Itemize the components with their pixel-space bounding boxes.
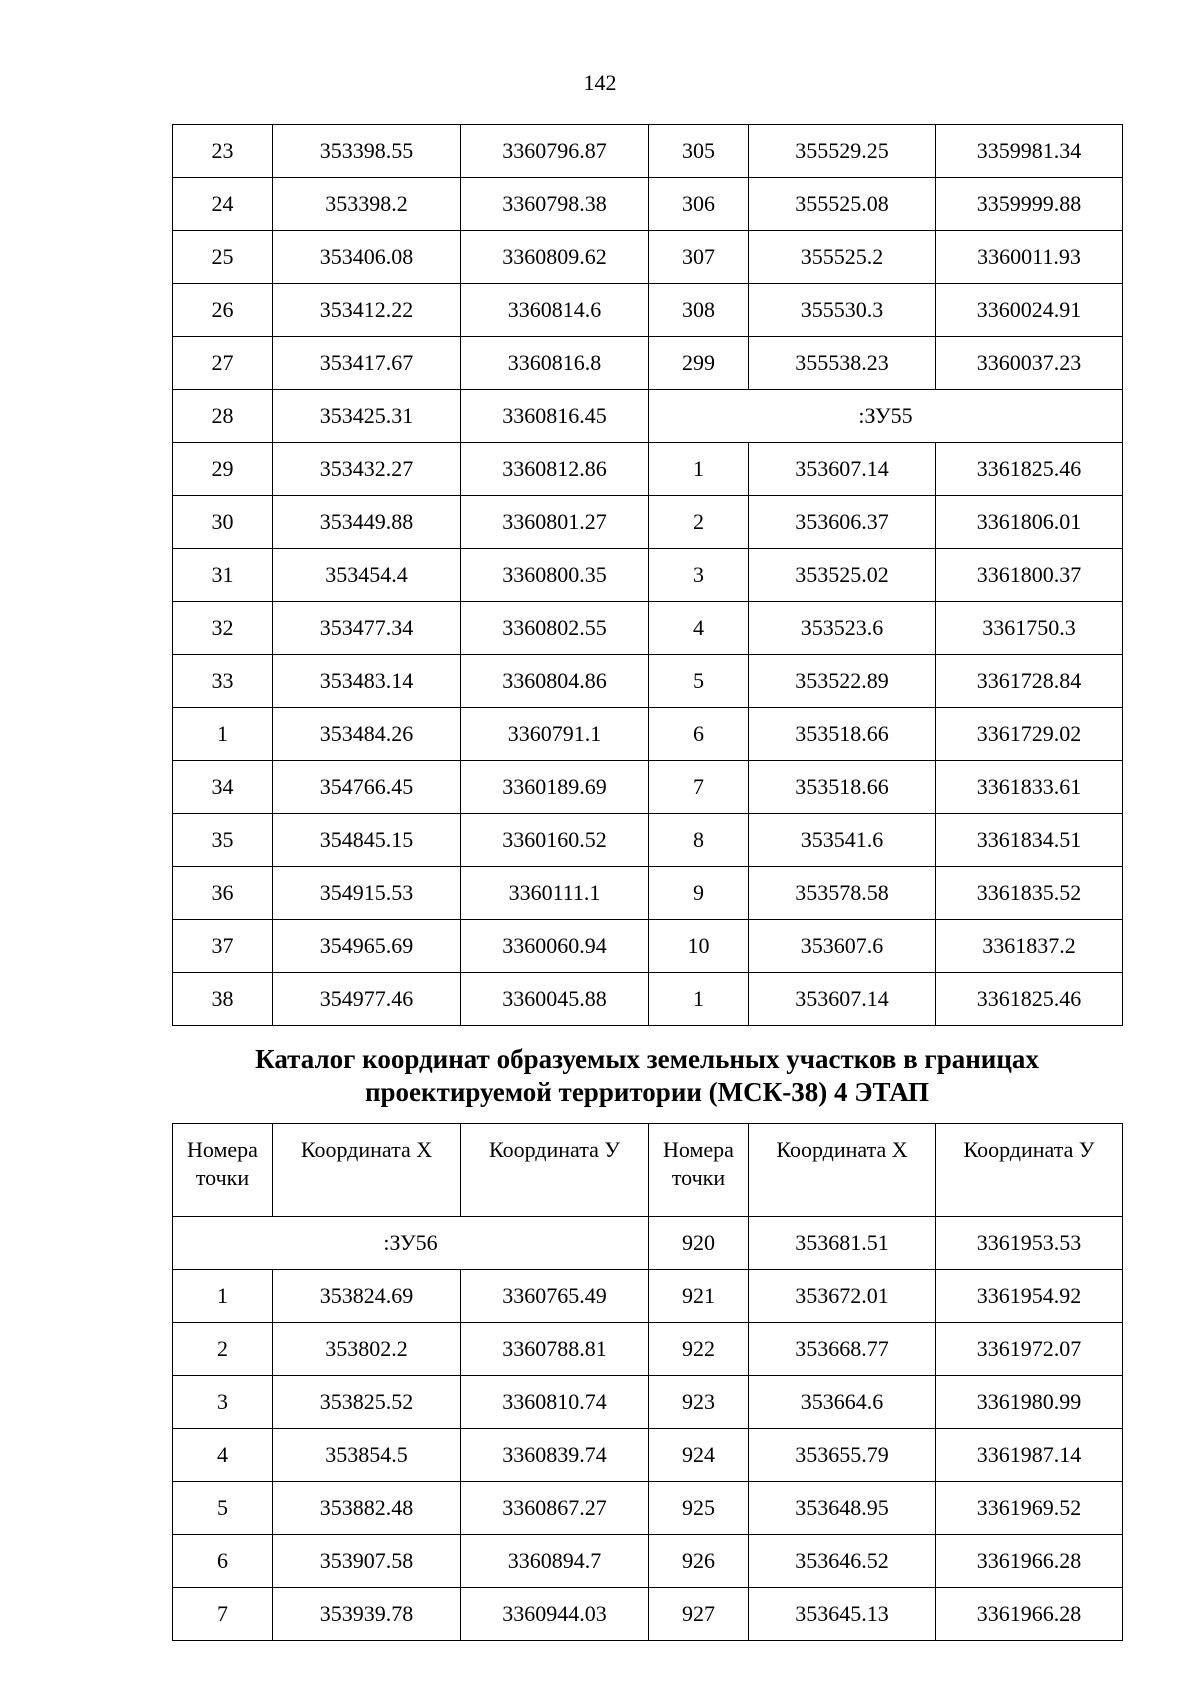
heading-line-1: Каталог координат образуемых земельных участков в границах	[255, 1044, 1039, 1074]
table-cell: 6	[173, 1535, 273, 1588]
table-cell: 353648.95	[749, 1482, 936, 1535]
table-cell: 3361987.14	[936, 1429, 1123, 1482]
table-cell: 354965.69	[273, 920, 461, 973]
table-row	[173, 867, 1123, 920]
table-cell: 353607.6	[749, 920, 936, 973]
table-cell: 353607.14	[749, 443, 936, 496]
table-cell: 353645.13	[749, 1588, 936, 1641]
table-cell: 355525.2	[749, 231, 936, 284]
table-cell: 3361966.28	[936, 1535, 1123, 1588]
table-cell: 353518.66	[749, 761, 936, 814]
table-cell: 29	[173, 443, 273, 496]
coordinates-table-2	[172, 1123, 1123, 1641]
table-cell: 927	[649, 1588, 749, 1641]
table-row	[173, 1270, 1123, 1323]
table-cell: 3360867.27	[461, 1482, 649, 1535]
table-cell: 354845.15	[273, 814, 461, 867]
table-row	[173, 125, 1123, 178]
table-cell: 353664.6	[749, 1376, 936, 1429]
table-row	[173, 602, 1123, 655]
table-cell: 353522.89	[749, 655, 936, 708]
table-cell: 353681.51	[749, 1217, 936, 1270]
table-cell: 3360037.23	[936, 337, 1123, 390]
table-cell: 353425.31	[273, 390, 461, 443]
table-cell: 353646.52	[749, 1535, 936, 1588]
table-cell: 353417.67	[273, 337, 461, 390]
table-row	[173, 549, 1123, 602]
header-coordinate-y: Координата У	[461, 1124, 649, 1217]
table-cell: 306	[649, 178, 749, 231]
table-cell: 30	[173, 496, 273, 549]
coordinates-table-1	[172, 124, 1123, 1026]
table-cell: 7	[173, 1588, 273, 1641]
table-cell: 353578.58	[749, 867, 936, 920]
table-cell: 3361729.02	[936, 708, 1123, 761]
table-row	[173, 1535, 1123, 1588]
table-cell: 353518.66	[749, 708, 936, 761]
table-cell: 353412.22	[273, 284, 461, 337]
table-cell: 3359999.88	[936, 178, 1123, 231]
table-cell: 353824.69	[273, 1270, 461, 1323]
table-cell: 3360814.6	[461, 284, 649, 337]
table-cell: 3361834.51	[936, 814, 1123, 867]
table-cell: 353607.14	[749, 973, 936, 1026]
table-cell: 354915.53	[273, 867, 461, 920]
table-cell: 353398.2	[273, 178, 461, 231]
table-cell: 4	[173, 1429, 273, 1482]
table-cell: 3361953.53	[936, 1217, 1123, 1270]
group-label-cell: :ЗУ55	[649, 390, 1123, 443]
table-cell: 3360809.62	[461, 231, 649, 284]
table-cell: 3360812.86	[461, 443, 649, 496]
table-cell: 299	[649, 337, 749, 390]
table-cell: 3360045.88	[461, 973, 649, 1026]
table-cell: 3360160.52	[461, 814, 649, 867]
table-cell: 353432.27	[273, 443, 461, 496]
table-cell: 923	[649, 1376, 749, 1429]
table-cell: 3	[649, 549, 749, 602]
table-cell: 9	[649, 867, 749, 920]
table-cell: 3360791.1	[461, 708, 649, 761]
table-cell: 353825.52	[273, 1376, 461, 1429]
table-row	[173, 708, 1123, 761]
table-cell: 8	[649, 814, 749, 867]
table-cell: 3360839.74	[461, 1429, 649, 1482]
table-cell: 3359981.34	[936, 125, 1123, 178]
table-row	[173, 443, 1123, 496]
table-cell: 3360944.03	[461, 1588, 649, 1641]
table-cell: 23	[173, 125, 273, 178]
table-cell: 3360804.86	[461, 655, 649, 708]
table-cell: 921	[649, 1270, 749, 1323]
table-cell: 2	[173, 1323, 273, 1376]
table-cell: 3361800.37	[936, 549, 1123, 602]
table-cell: 353802.2	[273, 1323, 461, 1376]
table-cell: 3360802.55	[461, 602, 649, 655]
table-cell: 3360800.35	[461, 549, 649, 602]
table-cell: 353484.26	[273, 708, 461, 761]
table-row	[173, 1429, 1123, 1482]
table-cell: 355525.08	[749, 178, 936, 231]
table-cell: 36	[173, 867, 273, 920]
table-cell: 37	[173, 920, 273, 973]
table-cell: 353523.6	[749, 602, 936, 655]
header-coordinate-x: Координата Х	[749, 1124, 936, 1217]
table-cell: 3360796.87	[461, 125, 649, 178]
table-row	[173, 1588, 1123, 1641]
table-row	[173, 655, 1123, 708]
table-row	[173, 973, 1123, 1026]
table-cell: 26	[173, 284, 273, 337]
table-row	[173, 390, 1123, 443]
table-cell: 924	[649, 1429, 749, 1482]
table-cell: 353668.77	[749, 1323, 936, 1376]
table-cell: 4	[649, 602, 749, 655]
table-cell: 353882.48	[273, 1482, 461, 1535]
header-point-number: Номера точки	[173, 1124, 273, 1217]
table-cell: 3361825.46	[936, 973, 1123, 1026]
table-cell: 27	[173, 337, 273, 390]
table-cell: 3360788.81	[461, 1323, 649, 1376]
table-cell: 5	[173, 1482, 273, 1535]
table-cell: 3361750.3	[936, 602, 1123, 655]
table-cell: 3360111.1	[461, 867, 649, 920]
table-cell: 353672.01	[749, 1270, 936, 1323]
table-cell: 307	[649, 231, 749, 284]
table-cell: 1	[649, 443, 749, 496]
table-cell: 32	[173, 602, 273, 655]
table-cell: 355529.25	[749, 125, 936, 178]
table-cell: 1	[649, 973, 749, 1026]
table-row	[173, 1323, 1123, 1376]
table-header-row	[173, 1124, 1123, 1217]
table-row	[173, 814, 1123, 867]
table-cell: 35	[173, 814, 273, 867]
table-cell: 28	[173, 390, 273, 443]
table-row	[173, 496, 1123, 549]
table-row	[173, 284, 1123, 337]
table-cell: 3360894.7	[461, 1535, 649, 1588]
table-cell: 353907.58	[273, 1535, 461, 1588]
table-cell: 3361966.28	[936, 1588, 1123, 1641]
heading-line-2: проектируемой территории (МСК-38) 4 ЭТАП	[364, 1077, 930, 1107]
table-row	[173, 920, 1123, 973]
table-row	[173, 761, 1123, 814]
table-cell: 355530.3	[749, 284, 936, 337]
header-coordinate-y: Координата У	[936, 1124, 1123, 1217]
table-cell: 355538.23	[749, 337, 936, 390]
table-cell: 353398.55	[273, 125, 461, 178]
table-row	[173, 1217, 1123, 1270]
table-cell: 5	[649, 655, 749, 708]
table-cell: 3361835.52	[936, 867, 1123, 920]
table-cell: 33	[173, 655, 273, 708]
table-cell: 38	[173, 973, 273, 1026]
table-cell: 24	[173, 178, 273, 231]
table-cell: 3360011.93	[936, 231, 1123, 284]
table-cell: 353483.14	[273, 655, 461, 708]
table-cell: 353606.37	[749, 496, 936, 549]
page-number: 142	[583, 70, 617, 95]
table-cell: 3360024.91	[936, 284, 1123, 337]
table-cell: 3360810.74	[461, 1376, 649, 1429]
table-cell: 3360765.49	[461, 1270, 649, 1323]
table-cell: 10	[649, 920, 749, 973]
table-cell: 353449.88	[273, 496, 461, 549]
table-row	[173, 337, 1123, 390]
table-cell: 353655.79	[749, 1429, 936, 1482]
table-cell: 3361969.52	[936, 1482, 1123, 1535]
table-cell: 6	[649, 708, 749, 761]
table-cell: 3360798.38	[461, 178, 649, 231]
table-row	[173, 1376, 1123, 1429]
table-cell: 354977.46	[273, 973, 461, 1026]
catalog-heading	[172, 1043, 1122, 1109]
table-cell: 3361972.07	[936, 1323, 1123, 1376]
table-cell: 3	[173, 1376, 273, 1429]
table-cell: 353477.34	[273, 602, 461, 655]
table-cell: 353525.02	[749, 549, 936, 602]
table-cell: 3360816.45	[461, 390, 649, 443]
table-cell: 305	[649, 125, 749, 178]
table-cell: 353541.6	[749, 814, 936, 867]
table-cell: 2	[649, 496, 749, 549]
table-cell: 353406.08	[273, 231, 461, 284]
table-cell: 920	[649, 1217, 749, 1270]
header-point-number: Номера точки	[649, 1124, 749, 1217]
table-cell: 1	[173, 708, 273, 761]
table-cell: 3361833.61	[936, 761, 1123, 814]
table-cell: 3361806.01	[936, 496, 1123, 549]
table-cell: 353854.5	[273, 1429, 461, 1482]
table-cell: 34	[173, 761, 273, 814]
table-cell: 3361728.84	[936, 655, 1123, 708]
table-cell: 925	[649, 1482, 749, 1535]
table-row	[173, 1482, 1123, 1535]
table-cell: 353454.4	[273, 549, 461, 602]
table-cell: 31	[173, 549, 273, 602]
table-cell: 3361825.46	[936, 443, 1123, 496]
table-cell: 308	[649, 284, 749, 337]
table-cell: 3360060.94	[461, 920, 649, 973]
table-cell: 922	[649, 1323, 749, 1376]
table-cell: 3361980.99	[936, 1376, 1123, 1429]
table-row	[173, 178, 1123, 231]
table-cell: 353939.78	[273, 1588, 461, 1641]
header-coordinate-x: Координата Х	[273, 1124, 461, 1217]
table-cell: 3361954.92	[936, 1270, 1123, 1323]
table-cell: 3361837.2	[936, 920, 1123, 973]
group-label-cell: :ЗУ56	[173, 1217, 649, 1270]
table-cell: 3360816.8	[461, 337, 649, 390]
table-cell: 3360189.69	[461, 761, 649, 814]
table-cell: 1	[173, 1270, 273, 1323]
table-cell: 7	[649, 761, 749, 814]
table-cell: 354766.45	[273, 761, 461, 814]
table-cell: 25	[173, 231, 273, 284]
table-cell: 926	[649, 1535, 749, 1588]
table-row	[173, 231, 1123, 284]
table-cell: 3360801.27	[461, 496, 649, 549]
